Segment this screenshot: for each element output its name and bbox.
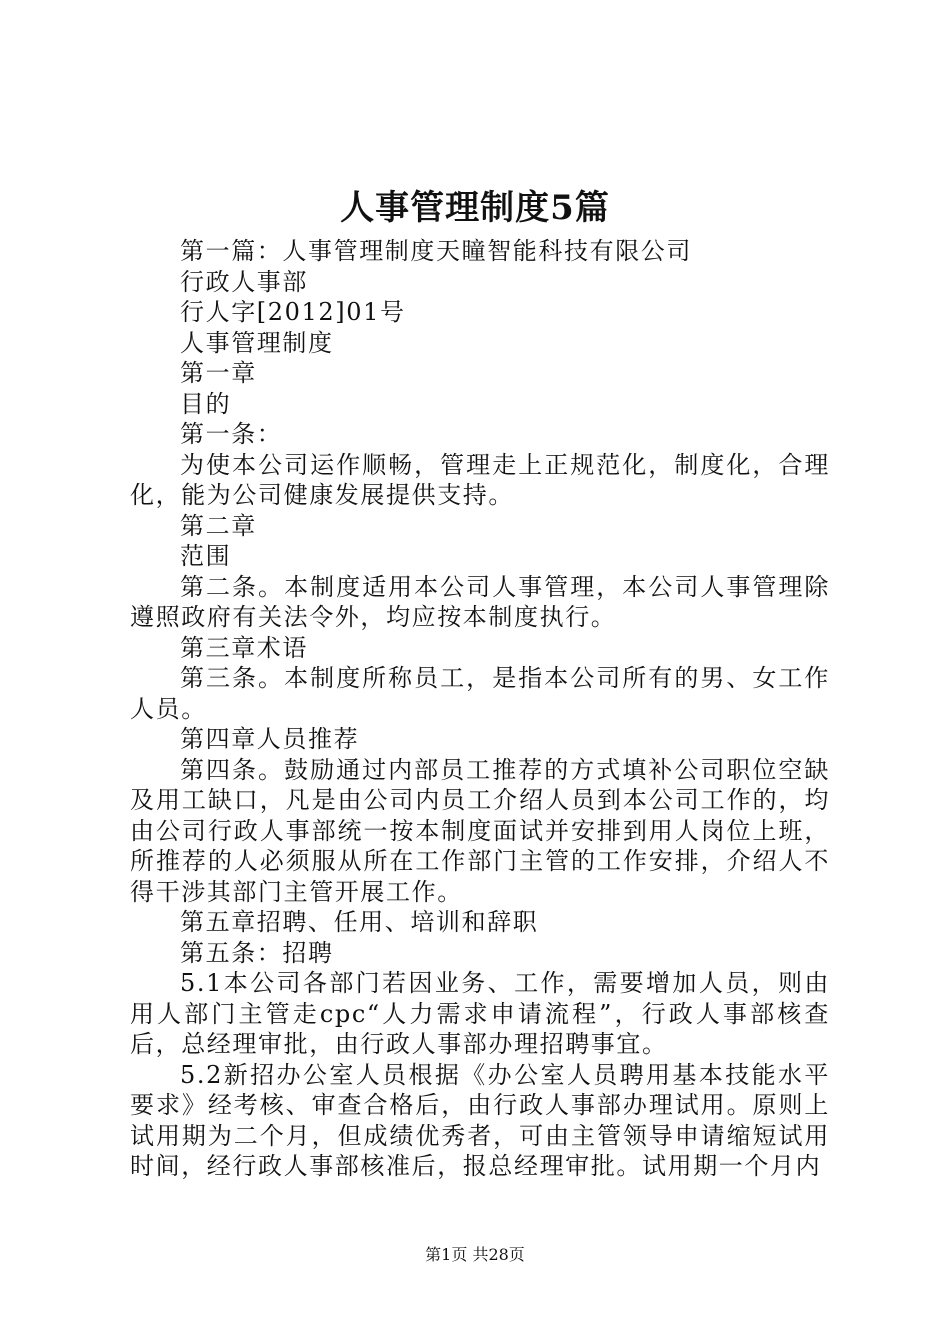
page-number-footer: 第1页 共28页 (425, 1245, 525, 1264)
paragraph: 第一章 (180, 359, 257, 387)
paragraph: 行政人事部 (180, 267, 308, 296)
paragraph: 5.2新招办公室人员根据《办公室人员聘用基本技能水平要求》经考核、审查合格后，由行政人事部办理试用。原则上试用期为二个月，但成绩优秀者，可由主管领导申请缩短试用时间，经行政人事部核准后，报总经理审批。试用期一个月内 (130, 1060, 830, 1180)
paragraph: 第五章招聘、任用、培训和辞职 (180, 908, 539, 936)
paragraph: 第一篇：人事管理制度天瞳智能科技有限公司 (180, 237, 692, 265)
paragraph: 第四章人员推荐 (180, 725, 360, 753)
paragraph: 人事管理制度 (180, 328, 334, 357)
document-title: 人事管理制度5篇 (340, 188, 610, 228)
paragraph: 范围 (180, 542, 232, 570)
paragraph: 为使本公司运作顺畅，管理走上正规范化，制度化，合理化，能为公司健康发展提供支持。 (130, 450, 830, 509)
paragraph: 行人字[2012]01号 (180, 298, 406, 326)
paragraph: 第五条：招聘 (180, 938, 334, 967)
paragraph: 目的 (180, 389, 232, 418)
paragraph: 第二章 (180, 511, 257, 540)
paragraph: 5.1本公司各部门若因业务、工作，需要增加人员，则由用人部门主管走cpc“人力需求申请流程”，行政人事部核查后，总经理审批，由行政人事部办理招聘事宜。 (130, 969, 830, 1058)
paragraph: 第四条。鼓励通过内部员工推荐的方式填补公司职位空缺及用工缺口，凡是由公司内员工介绍人员到本公司工作的，均由公司行政人事部统一按本制度面试并安排到用人岗位上班，所推荐的人必须服从所在工作部门主管的工作安排，介绍人不得干涉其部门主管开展工作。 (130, 755, 830, 906)
paragraph: 第二条。本制度适用本公司人事管理，本公司人事管理除遵照政府有关法令外，均应按本制度执行。 (130, 572, 830, 631)
paragraph: 第三条。本制度所称员工，是指本公司所有的男、女工作人员。 (130, 664, 830, 723)
paragraph: 第一条： (180, 420, 283, 448)
paragraph: 第三章术语 (180, 633, 308, 662)
document-body (130, 236, 830, 1182)
